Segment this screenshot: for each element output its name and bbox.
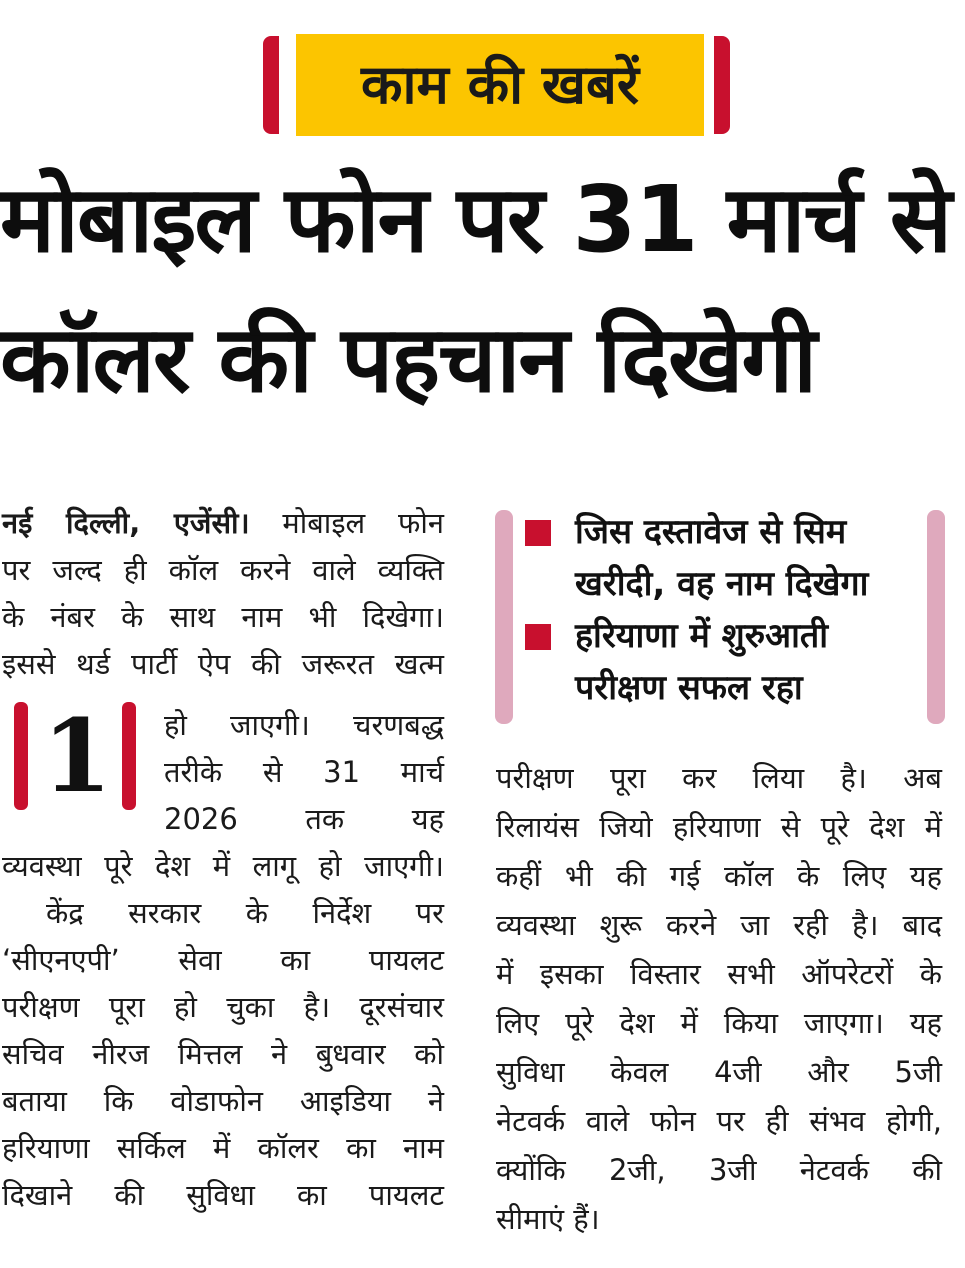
left-column-line: परीक्षण पूरा हो चुका है। दूरसंचार [2,990,444,1024]
highlight-item [575,610,911,714]
right-column-line: रिलायंस जियो हरियाणा से पूरे देश में [496,810,942,844]
tag-right-bar [714,36,730,134]
section-tag [296,34,704,136]
drop-cap [14,697,140,815]
left-column-line: व्यवस्था पूरे देश में लागू हो जाएगी। [2,849,444,883]
highlight-line: हरियाणा में शुरुआती [575,616,829,656]
left-column-line: हरियाणा सर्किल में कॉलर का नाम [2,1131,444,1165]
highlight-line: जिस दस्तावेज से सिम [575,512,847,552]
highlight-item [575,506,911,610]
right-column [496,754,942,1244]
right-column-line: परीक्षण पूरा कर लिया है। अब [496,761,942,795]
bullet-square-icon [525,624,551,650]
left-column-line: ‘सीएनएपी’ सेवा का पायलट [2,943,444,977]
tag-left-bar [263,36,279,134]
right-column-line: लिए पूरे देश में किया जाएगा। यह [496,1006,942,1040]
right-column-line: क्योंकि 2जी, 3जी नेटवर्क की [496,1153,942,1187]
highlight-line: परीक्षण सफल रहा [575,668,803,708]
left-column-line: के नंबर के साथ नाम भी दिखेगा। [2,600,444,634]
highlights-box [495,500,945,726]
highlight-line: खरीदी, वह नाम दिखेगा [575,564,869,604]
left-column-line: 2026 तक यह [164,802,444,836]
drop-cap-right-bar [122,702,136,810]
left-column [2,500,444,1219]
left-column-line: सचिव नीरज मित्तल ने बुधवार को [2,1037,444,1071]
left-column-text: मोबाइल फोन [282,506,444,540]
left-column-line: पर जल्द ही कॉल करने वाले व्यक्ति [2,553,444,587]
left-column-line: इससे थर्ड पार्टी ऐप की जरूरत खत्म [2,647,444,681]
highlight-left-bar [495,510,513,724]
left-column-line: दिखाने की सुविधा का पायलट [2,1178,444,1212]
right-column-line: व्यवस्था शुरू करने जा रही है। बाद [496,908,942,942]
left-column-line: तरीके से 31 मार्च [164,755,444,789]
left-column-line: केंद्र सरकार के निर्देश पर [46,896,444,930]
right-column-line: सीमाएं हैं। [496,1202,600,1236]
left-column-line: हो जाएगी। चरणबद्ध [164,708,444,742]
headline-line-1: मोबाइल फोन पर 31 मार्च से [0,166,951,273]
right-column-line: सुविधा केवल 4जी और 5जी [496,1055,942,1089]
bullet-square-icon [525,520,551,546]
highlight-right-bar [927,510,945,724]
right-column-line: नेटवर्क वाले फोन पर ही संभव होगी, [496,1104,942,1138]
left-column-line [2,500,444,547]
right-column-line: कहीं भी की गई कॉल के लिए यह [496,859,942,893]
section-tag-label: काम की खबरें [361,53,639,117]
left-column-line: बताया कि वोडाफोन आइडिया ने [2,1084,444,1118]
dateline: नई दिल्ली, एजेंसी। [2,506,250,540]
headline [0,150,965,430]
headline-line-2: कॉलर की पहचान दिखेगी [0,306,816,413]
right-column-line: में इसका विस्तार सभी ऑपरेटरों के [496,957,942,991]
drop-cap-left-bar [14,702,28,810]
drop-cap-number: 1 [42,697,112,815]
